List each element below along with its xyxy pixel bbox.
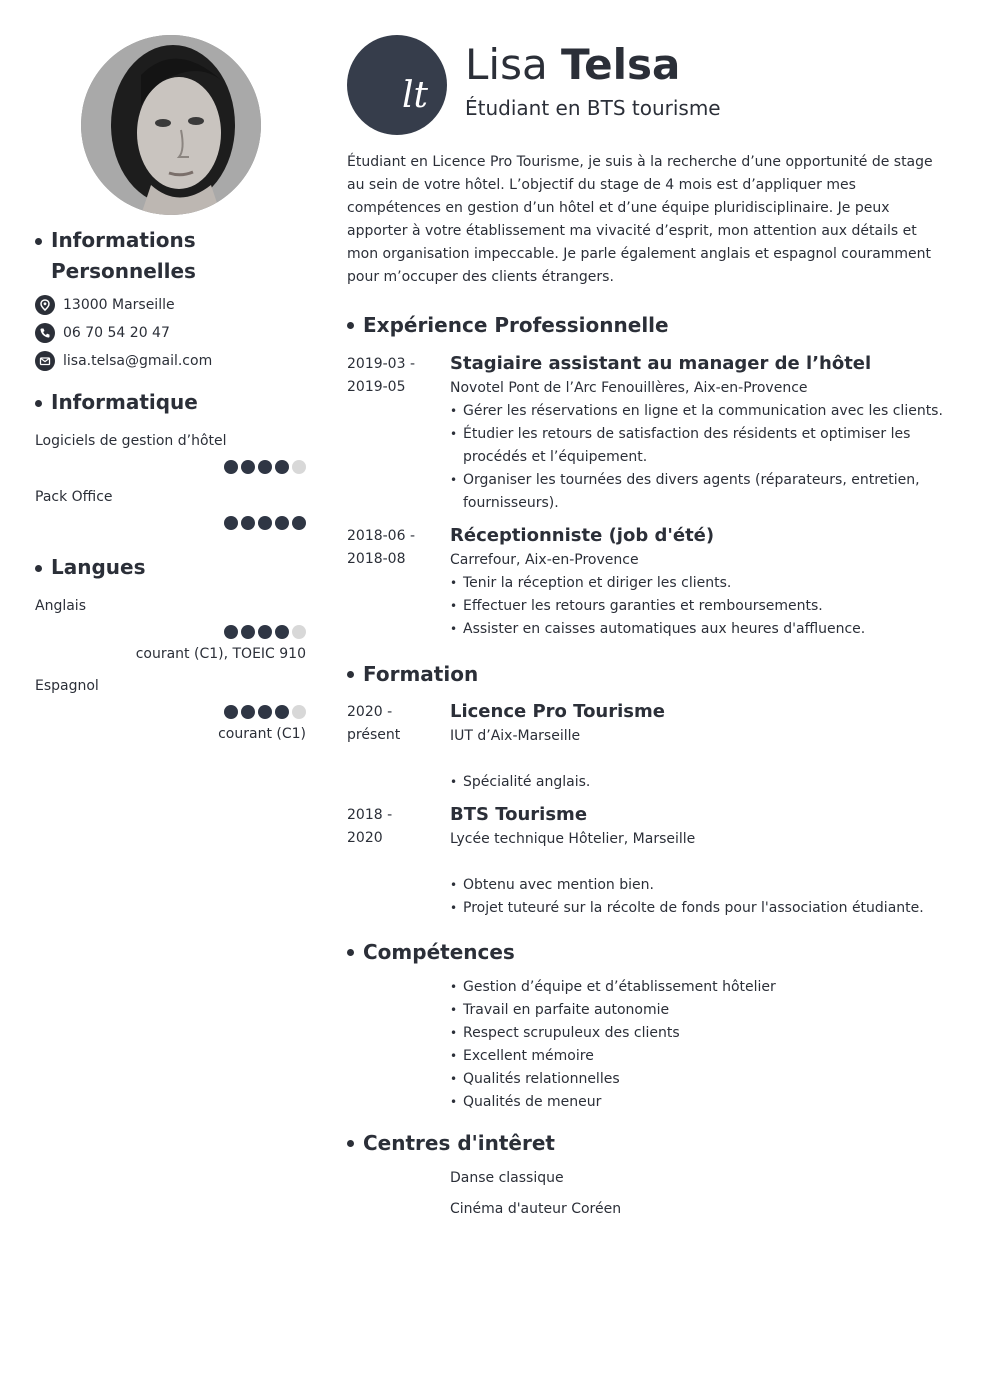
experience-org: Carrefour, Aix-en-Provence	[450, 552, 639, 568]
sidebar	[35, 35, 306, 743]
experience-dates	[347, 525, 450, 641]
experience-entry	[347, 525, 947, 641]
rating-dot-filled	[258, 625, 272, 639]
interests-heading: Centres d'intêret	[347, 1129, 947, 1157]
language-rating	[35, 625, 306, 639]
job-title: Étudiant en BTS tourisme	[465, 96, 721, 120]
rating-dot-filled	[258, 460, 272, 474]
list-item: • Respect scrupuleux des clients	[450, 1022, 947, 1045]
list-item: • Travail en parfaite autonomie	[450, 999, 947, 1022]
experience-bullets	[450, 400, 947, 515]
contact-address-text: 13000 Marseille	[63, 297, 175, 313]
rating-dot-filled	[224, 460, 238, 474]
education-dates	[347, 701, 450, 794]
date-end: 2020	[347, 830, 383, 846]
interests-list	[450, 1167, 947, 1221]
language-name: Espagnol	[35, 678, 99, 694]
education-entry	[347, 701, 947, 794]
list-item: • Gestion d’équipe et d’établissement hôtelier	[450, 976, 947, 999]
rating-dot-filled	[241, 516, 255, 530]
it-skill-name: Logiciels de gestion d’hôtel	[35, 433, 227, 449]
rating-dot-filled	[292, 516, 306, 530]
name-block	[465, 35, 721, 123]
contact-email-text[interactable]: lisa.telsa@gmail.com	[63, 353, 213, 369]
last-name: Telsa	[561, 40, 681, 89]
education-body	[450, 804, 947, 920]
list-item: • Organiser les tournées des divers agents (réparateurs, entretien, fournisseurs).	[450, 469, 947, 515]
rating-dot-filled	[241, 460, 255, 474]
personal-info-heading: Informations Personnelles	[35, 225, 306, 287]
language-rating	[35, 705, 306, 719]
experience-role: Stagiaire assistant au manager de l’hôtel	[450, 353, 872, 374]
it-skill-item	[35, 432, 306, 474]
list-item: • Obtenu avec mention bien.	[450, 874, 947, 897]
rating-dot-filled	[275, 516, 289, 530]
contact-phone-text: 06 70 54 20 47	[63, 325, 170, 341]
education-bullets	[450, 771, 947, 794]
education-school: IUT d’Aix-Marseille	[450, 728, 581, 744]
phone-icon	[35, 323, 55, 343]
list-item: Cinéma d'auteur Coréen	[450, 1201, 622, 1217]
first-name: Lisa	[465, 40, 548, 89]
main-content	[347, 35, 947, 1229]
initials-text: lt	[402, 75, 428, 116]
it-skills-heading: Informatique	[35, 387, 306, 418]
date-start: 2019-03 -	[347, 356, 415, 372]
language-level: courant (C1), TOEIC 910	[135, 646, 306, 662]
list-item: • Tenir la réception et diriger les clients.	[450, 572, 947, 595]
education-entry	[347, 804, 947, 920]
it-skill-name: Pack Office	[35, 489, 113, 505]
skill-rating	[35, 516, 306, 530]
list-item: • Qualités relationnelles	[450, 1068, 947, 1091]
experience-bullets	[450, 572, 947, 641]
education-degree: Licence Pro Tourisme	[450, 701, 665, 722]
languages-heading: Langues	[35, 552, 306, 583]
contact-address	[35, 295, 306, 315]
experience-dates	[347, 353, 450, 515]
experience-org: Novotel Pont de l’Arc Fenouillères, Aix-en-Provence	[450, 380, 808, 396]
skill-rating	[35, 460, 306, 474]
rating-dot-filled	[241, 705, 255, 719]
education-heading: Formation	[347, 660, 947, 688]
rating-dot-filled	[275, 460, 289, 474]
skills-heading: Compétences	[347, 938, 947, 966]
profile-photo	[81, 35, 261, 215]
list-item: • Assister en caisses automatiques aux heures d'affluence.	[450, 618, 947, 641]
list-item: • Gérer les réservations en ligne et la communication avec les clients.	[450, 400, 947, 423]
list-item: • Étudier les retours de satisfaction des résidents et optimiser les procédés et l’équipement.	[450, 423, 947, 469]
resume-header	[347, 35, 947, 135]
list-item: • Effectuer les retours garanties et remboursements.	[450, 595, 947, 618]
rating-dot-filled	[275, 705, 289, 719]
list-item: • Qualités de meneur	[450, 1091, 947, 1114]
language-level: courant (C1)	[218, 726, 306, 742]
it-skill-item	[35, 488, 306, 530]
education-body	[450, 701, 947, 794]
rating-dot-filled	[241, 625, 255, 639]
list-item: • Excellent mémoire	[450, 1045, 947, 1068]
skills-list	[450, 976, 947, 1114]
experience-body	[450, 353, 947, 515]
location-pin-icon	[35, 295, 55, 315]
language-item	[35, 677, 306, 743]
list-item: • Projet tuteuré sur la récolte de fonds pour l'association étudiante.	[450, 897, 947, 920]
education-school: Lycée technique Hôtelier, Marseille	[450, 831, 696, 847]
rating-dot-filled	[224, 625, 238, 639]
list-item: • Spécialité anglais.	[450, 771, 947, 794]
full-name	[465, 35, 721, 95]
profile-summary: Étudiant en Licence Pro Tourisme, je suis à la recherche d’une opportunité de stage au sein de votre hôtel. L’objectif du stage de 4 mois est d’appliquer mes compétences en gestion d’un hôtel et d’une équipe pluridisciplinaire. Je peux apporter à votre établissement ma vivacité d’esprit, mon attention aux détails et mon organisation impeccable. Je parle également anglais et espagnol couramment pour m’occuper des clients étrangers.	[347, 154, 933, 285]
experience-entry	[347, 353, 947, 515]
education-degree: BTS Tourisme	[450, 804, 588, 825]
date-end: 2019-05	[347, 379, 406, 395]
rating-dot-filled	[258, 516, 272, 530]
education-bullets	[450, 874, 947, 920]
mail-icon	[35, 351, 55, 371]
date-end: présent	[347, 727, 401, 743]
education-dates	[347, 804, 450, 920]
date-start: 2018-06 -	[347, 528, 415, 544]
rating-dot-empty	[292, 460, 306, 474]
date-start: 2020 -	[347, 704, 393, 720]
rating-dot-filled	[224, 705, 238, 719]
date-end: 2018-08	[347, 551, 406, 567]
contact-email	[35, 351, 306, 371]
rating-dot-filled	[258, 705, 272, 719]
language-item	[35, 597, 306, 663]
rating-dot-filled	[224, 516, 238, 530]
date-start: 2018 -	[347, 807, 393, 823]
language-name: Anglais	[35, 598, 86, 614]
initials-monogram	[347, 35, 447, 135]
rating-dot-empty	[292, 705, 306, 719]
list-item: Danse classique	[450, 1170, 564, 1186]
experience-role: Réceptionniste (job d'été)	[450, 525, 715, 546]
contact-phone	[35, 323, 306, 343]
experience-body	[450, 525, 947, 641]
rating-dot-empty	[292, 625, 306, 639]
experience-heading: Expérience Professionnelle	[347, 311, 947, 339]
rating-dot-filled	[275, 625, 289, 639]
